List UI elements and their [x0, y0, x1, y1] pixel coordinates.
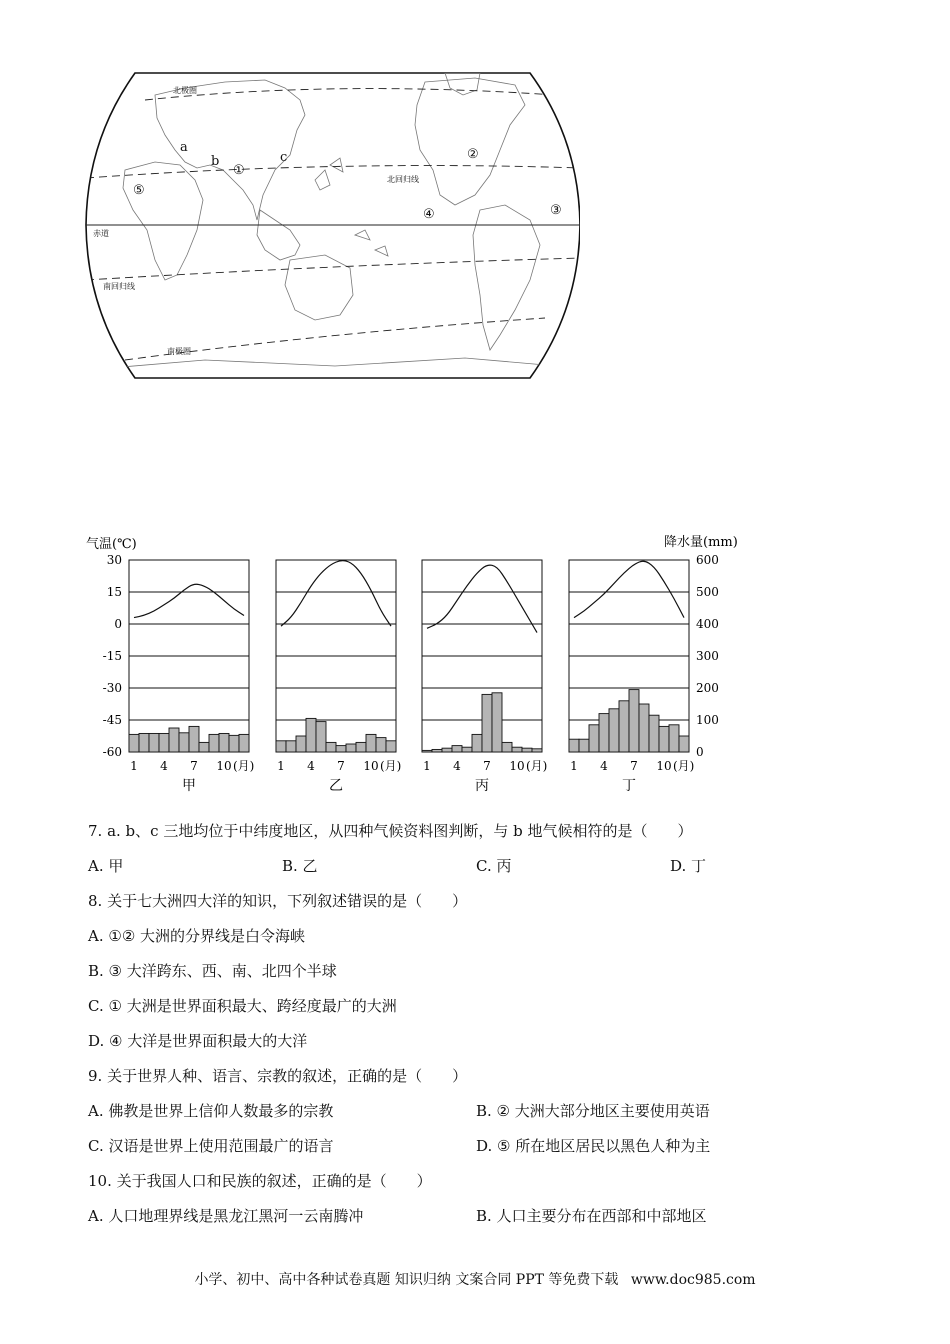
equator-label: 赤道: [93, 229, 109, 238]
precipitation-bar: [229, 735, 239, 752]
precipitation-bar: [649, 715, 659, 752]
q8-option-c[interactable]: C. ① 大洲是世界面积最大、跨经度最广的大洲: [88, 997, 397, 1015]
temperature-tick: -15: [102, 649, 122, 663]
world-map: [85, 70, 580, 382]
precipitation-bar: [589, 725, 599, 752]
precipitation-bar: [179, 733, 189, 752]
precipitation-bar: [579, 739, 589, 752]
precipitation-bar: [376, 738, 386, 752]
precipitation-bar: [316, 722, 326, 752]
climate-chart-panel: [422, 560, 547, 794]
precipitation-bar: [679, 736, 689, 752]
precipitation-bar: [452, 746, 462, 752]
month-tick: 7: [190, 759, 198, 773]
q7-option-b[interactable]: B. 乙: [282, 857, 318, 875]
question-10-stem: 10. 关于我国人口和民族的叙述，正确的是（ ）: [88, 1172, 432, 1190]
q7-option-d[interactable]: D. 丁: [670, 857, 707, 875]
tropic-capricorn-label: 南回归线: [103, 282, 135, 291]
footer-text: 小学、初中、高中各种试卷真题 知识归纳 文案合同 PPT 等免费下载: [194, 1272, 619, 1288]
climate-charts: [80, 528, 760, 796]
precipitation-bar: [129, 734, 139, 752]
q8-option-b[interactable]: B. ③ 大洋跨东、西、南、北四个半球: [88, 962, 337, 980]
chart-name: 乙: [329, 778, 343, 794]
precipitation-bar: [569, 739, 579, 752]
temperature-tick: 15: [106, 585, 122, 599]
precipitation-bar: [599, 714, 609, 752]
precipitation-bar: [149, 733, 159, 752]
precipitation-bar: [159, 733, 169, 752]
precipitation-tick: 200: [696, 681, 719, 695]
precipitation-bar: [629, 690, 639, 752]
month-tick: 4: [160, 759, 168, 773]
precipitation-bar: [422, 750, 432, 752]
q7-option-a[interactable]: A. 甲: [88, 857, 124, 875]
precipitation-bar: [619, 701, 629, 752]
marker-a: a: [180, 140, 188, 155]
month-unit: (月): [526, 759, 548, 773]
q8-option-a[interactable]: A. ①② 大洲的分界线是白令海峡: [88, 927, 306, 945]
marker-b: b: [211, 154, 220, 169]
marker-2: ②: [467, 147, 479, 162]
precipitation-bar: [532, 749, 542, 752]
marker-1: ①: [233, 163, 245, 178]
precipitation-bar: [139, 733, 149, 752]
month-tick: 7: [630, 759, 638, 773]
precipitation-bar: [346, 744, 356, 752]
precipitation-bar: [356, 742, 366, 752]
precipitation-bar: [502, 742, 512, 752]
chart-panels: [129, 560, 694, 794]
tropic-cancer-label: 北回归线: [387, 175, 419, 184]
q9-option-d[interactable]: D. ⑤ 所在地区居民以黑色人种为主: [476, 1137, 711, 1155]
question-9-stem: 9. 关于世界人种、语言、宗教的叙述，正确的是（ ）: [88, 1067, 468, 1085]
month-tick: 10: [509, 759, 525, 773]
page-footer: [0, 1269, 950, 1289]
precipitation-bar: [326, 742, 336, 752]
precipitation-bar: [522, 748, 532, 752]
precipitation-tick: 0: [696, 745, 704, 759]
month-tick: 4: [307, 759, 315, 773]
precipitation-bar: [669, 725, 679, 752]
precipitation-bar: [386, 741, 396, 752]
q9-option-b[interactable]: B. ② 大洲大部分地区主要使用英语: [476, 1102, 710, 1120]
q9-option-c[interactable]: C. 汉语是世界上使用范围最广的语言: [88, 1137, 334, 1155]
q10-option-a[interactable]: A. 人口地理界线是黑龙江黑河一云南腾冲: [88, 1207, 364, 1225]
q8-option-d[interactable]: D. ④ 大洋是世界面积最大的大洋: [88, 1032, 308, 1050]
temperature-tick: 30: [106, 553, 122, 567]
precipitation-bar: [609, 709, 619, 752]
precipitation-bar: [336, 746, 346, 752]
marker-5: ⑤: [133, 183, 145, 198]
precipitation-tick: 100: [696, 713, 719, 727]
month-tick: 1: [130, 759, 138, 773]
precipitation-tick: 400: [696, 617, 719, 631]
month-tick: 4: [600, 759, 608, 773]
q10-option-b[interactable]: B. 人口主要分布在西部和中部地区: [476, 1207, 707, 1225]
climate-chart-panel: [569, 560, 694, 794]
month-unit: (月): [380, 759, 402, 773]
precipitation-bar: [659, 726, 669, 752]
precipitation-bar: [512, 747, 522, 752]
precipitation-bar: [199, 742, 209, 752]
precipitation-bar: [286, 741, 296, 752]
month-tick: 1: [423, 759, 431, 773]
climate-chart-panel: [129, 560, 254, 794]
precipitation-bar: [492, 693, 502, 752]
month-tick: 1: [570, 759, 578, 773]
chart-name: 甲: [182, 778, 196, 794]
month-tick: 7: [337, 759, 345, 773]
precipitation-bar: [276, 741, 286, 752]
precipitation-tick: 600: [696, 553, 719, 567]
marker-c: c: [280, 150, 288, 165]
precipitation-axis-title: 降水量(mm): [664, 535, 738, 550]
precipitation-bar: [209, 734, 219, 752]
month-unit: (月): [233, 759, 255, 773]
temperature-tick: -45: [102, 713, 122, 727]
climate-chart-panel: [276, 560, 401, 794]
precipitation-bar: [189, 726, 199, 752]
month-tick: 4: [453, 759, 461, 773]
month-tick: 10: [656, 759, 672, 773]
precipitation-bar: [169, 728, 179, 752]
precipitation-bar: [462, 747, 472, 752]
antarctic-circle-label: 南极圈: [167, 347, 191, 356]
question-8-stem: 8. 关于七大洲四大洋的知识，下列叙述错误的是（ ）: [88, 892, 468, 910]
precipitation-bar: [432, 749, 442, 752]
precipitation-bar: [239, 734, 249, 752]
arctic-circle-label: 北极圈: [173, 86, 197, 95]
month-tick: 1: [277, 759, 285, 773]
map-frame: [86, 73, 580, 378]
month-tick: 10: [216, 759, 232, 773]
precipitation-bar: [366, 734, 376, 752]
month-unit: (月): [673, 759, 695, 773]
precipitation-bar: [472, 734, 482, 752]
temperature-tick: 0: [114, 617, 122, 631]
temperature-tick: -60: [102, 745, 122, 759]
chart-name: 丙: [475, 778, 489, 794]
precipitation-tick: 500: [696, 585, 719, 599]
q9-option-a[interactable]: A. 佛教是世界上信仰人数最多的宗教: [88, 1102, 334, 1120]
precipitation-bar: [639, 704, 649, 752]
question-7-stem: 7. a. b、c 三地均位于中纬度地区，从四种气候资料图判断，与 b 地气候相符的是（ ）: [88, 822, 693, 840]
precipitation-bar: [482, 694, 492, 752]
temperature-axis-title: 气温(℃): [86, 537, 137, 552]
month-tick: 10: [363, 759, 379, 773]
precipitation-tick: 300: [696, 649, 719, 663]
precipitation-bar: [296, 736, 306, 752]
footer-link[interactable]: www.doc985.com: [630, 1272, 756, 1288]
precipitation-bar: [442, 748, 452, 752]
marker-3: ③: [550, 203, 562, 218]
precipitation-bar: [306, 718, 316, 752]
temperature-tick: -30: [102, 681, 122, 695]
precipitation-ticks: [696, 553, 719, 759]
month-tick: 7: [483, 759, 491, 773]
temperature-ticks: [103, 553, 122, 759]
marker-4: ④: [423, 207, 435, 222]
chart-name: 丁: [622, 778, 636, 794]
q7-option-c[interactable]: C. 丙: [476, 857, 512, 875]
precipitation-bar: [219, 733, 229, 752]
